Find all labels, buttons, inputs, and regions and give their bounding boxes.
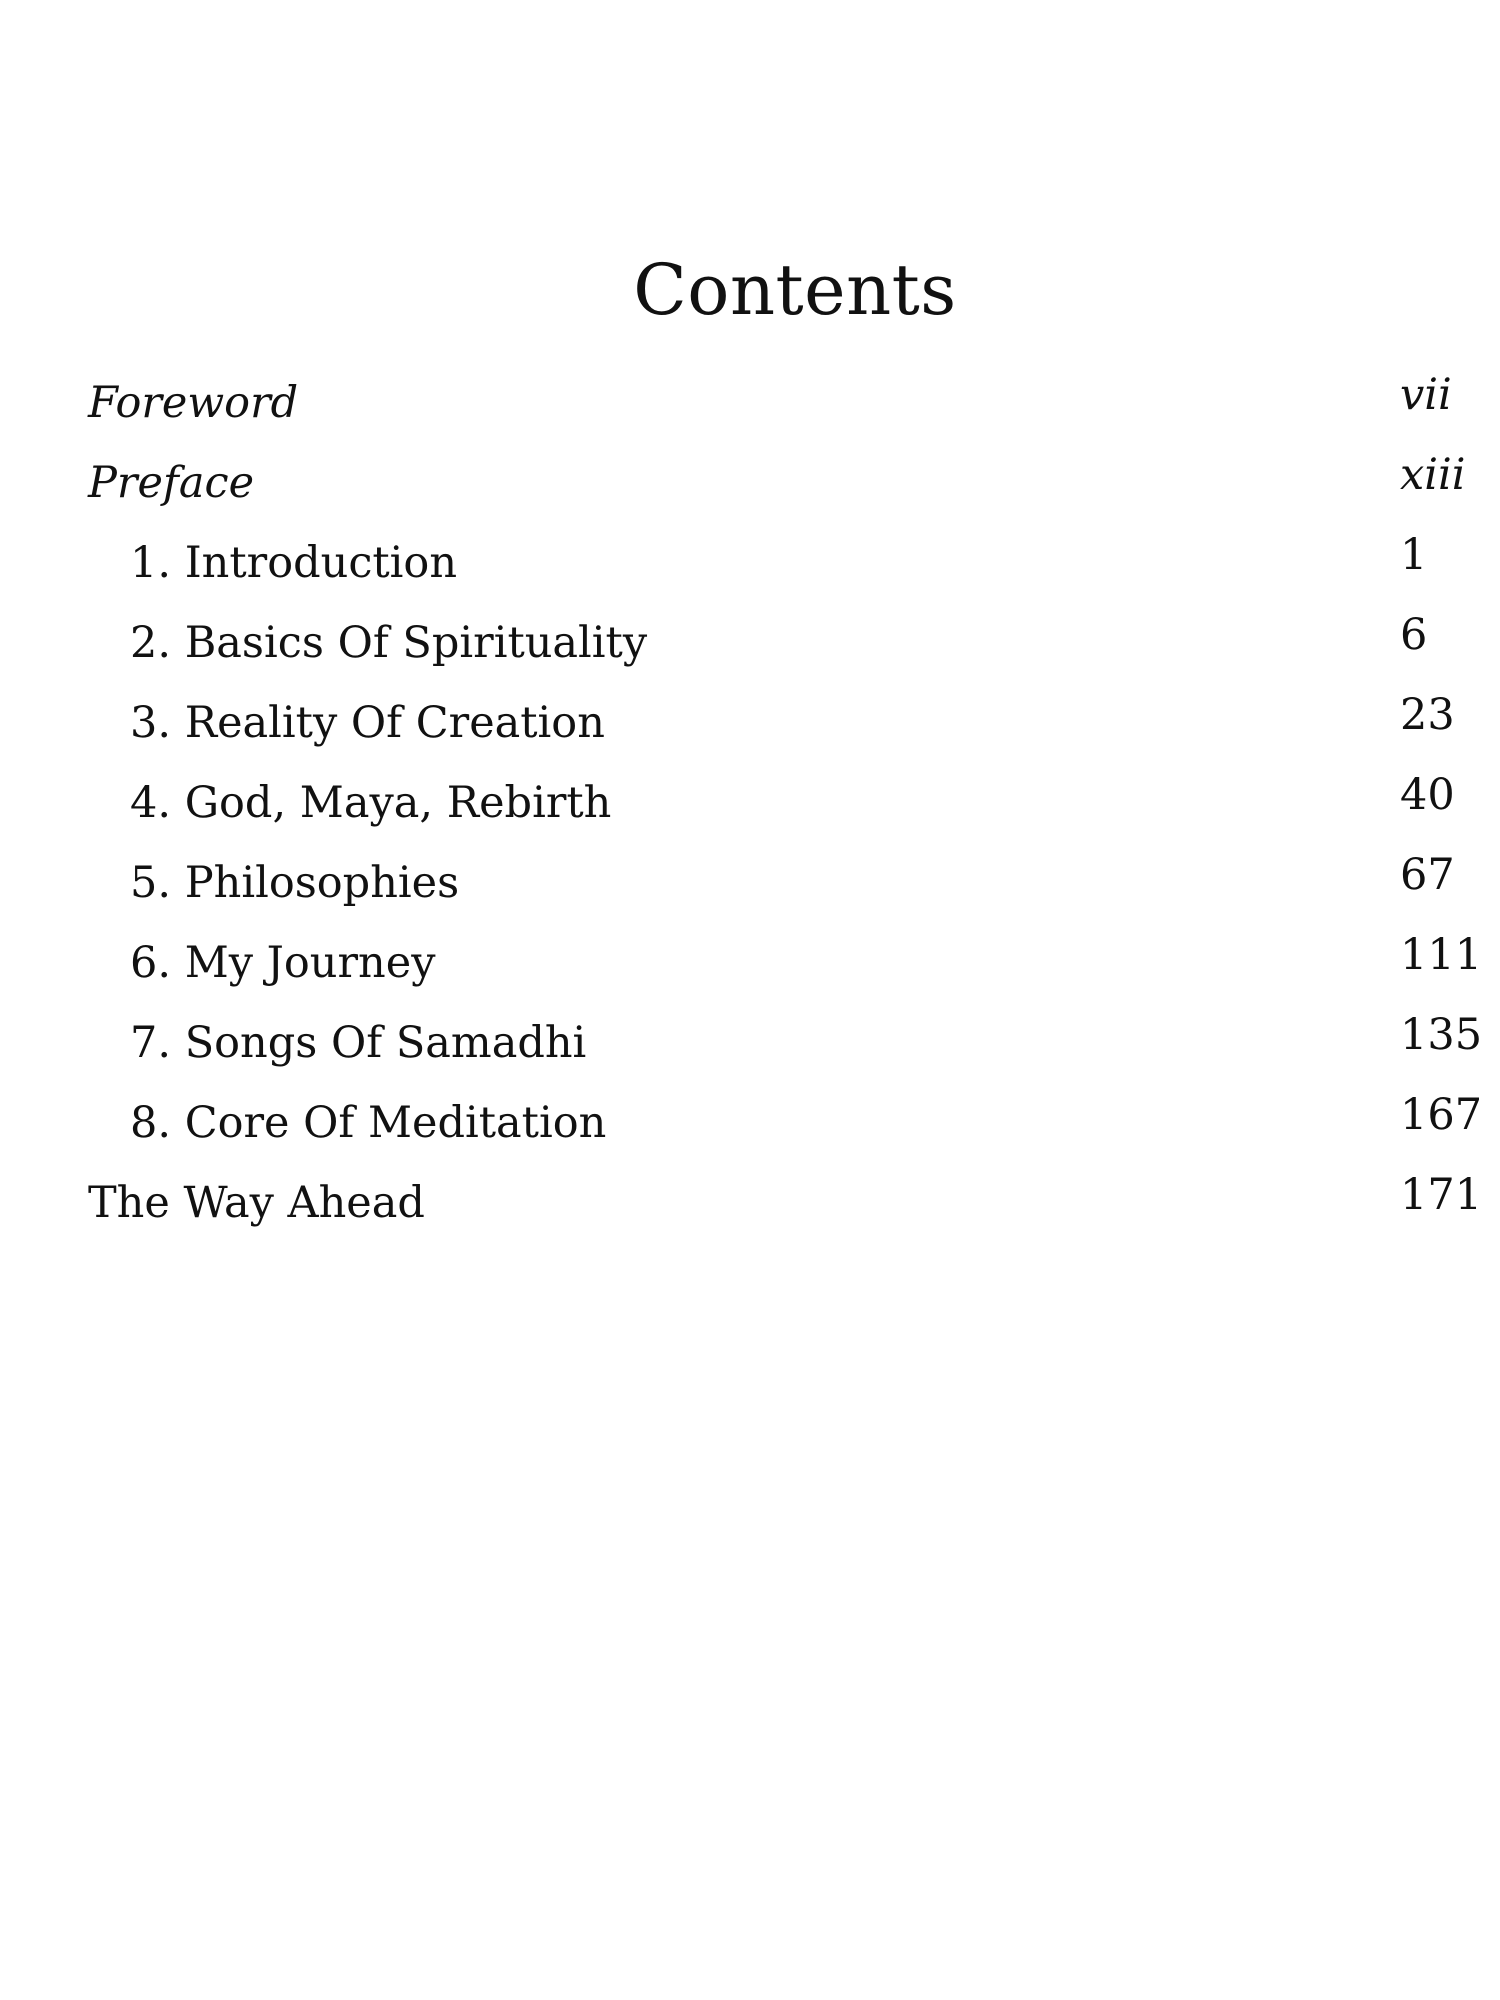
toc-entry-label: 5. Philosophies — [130, 858, 460, 908]
toc-entry-chapter-4 — [88, 770, 1468, 856]
toc-entry-page-number: xiii — [1400, 450, 1466, 500]
toc-entry-label: 2. Basics Of Spirituality — [130, 618, 648, 668]
toc-entry-page-number: 67 — [1400, 850, 1455, 900]
toc-entry-page-number: 40 — [1400, 770, 1455, 820]
toc-entry-page-number: 135 — [1400, 1010, 1483, 1060]
toc-entry-page-number: 111 — [1400, 930, 1483, 980]
toc-entry-label: Preface — [88, 458, 255, 508]
toc-entry-label: 7. Songs Of Samadhi — [130, 1018, 587, 1068]
table-of-contents — [88, 370, 1483, 1256]
toc-entry-label: 8. Core Of Meditation — [130, 1098, 607, 1148]
toc-entry-label: Foreword — [88, 378, 299, 428]
toc-entry-foreword — [88, 370, 1468, 456]
toc-entry-chapter-1 — [88, 530, 1468, 616]
toc-entry-chapter-7 — [88, 1010, 1483, 1096]
toc-entry-chapter-2 — [88, 610, 1468, 696]
toc-entry-page-number: 167 — [1400, 1090, 1483, 1140]
toc-entry-label: 1. Introduction — [130, 538, 458, 588]
toc-entry-chapter-3 — [88, 690, 1468, 776]
toc-entry-preface — [88, 450, 1468, 536]
toc-entry-the-way-ahead — [88, 1170, 1483, 1256]
toc-entry-page-number: 171 — [1400, 1170, 1483, 1220]
toc-entry-label: The Way Ahead — [88, 1178, 425, 1228]
toc-entry-chapter-8 — [88, 1090, 1483, 1176]
toc-entry-label: 4. God, Maya, Rebirth — [130, 778, 612, 828]
toc-entry-label: 3. Reality Of Creation — [130, 698, 605, 748]
toc-entry-page-number: 1 — [1400, 530, 1428, 580]
toc-entry-page-number: 23 — [1400, 690, 1455, 740]
toc-entry-page-number: 6 — [1400, 610, 1428, 660]
toc-entry-label: 6. My Journey — [130, 938, 436, 988]
toc-entry-chapter-5 — [88, 850, 1468, 936]
toc-entry-chapter-6 — [88, 930, 1483, 1016]
page-title: Contents — [633, 249, 957, 331]
toc-entry-page-number: vii — [1400, 370, 1452, 420]
